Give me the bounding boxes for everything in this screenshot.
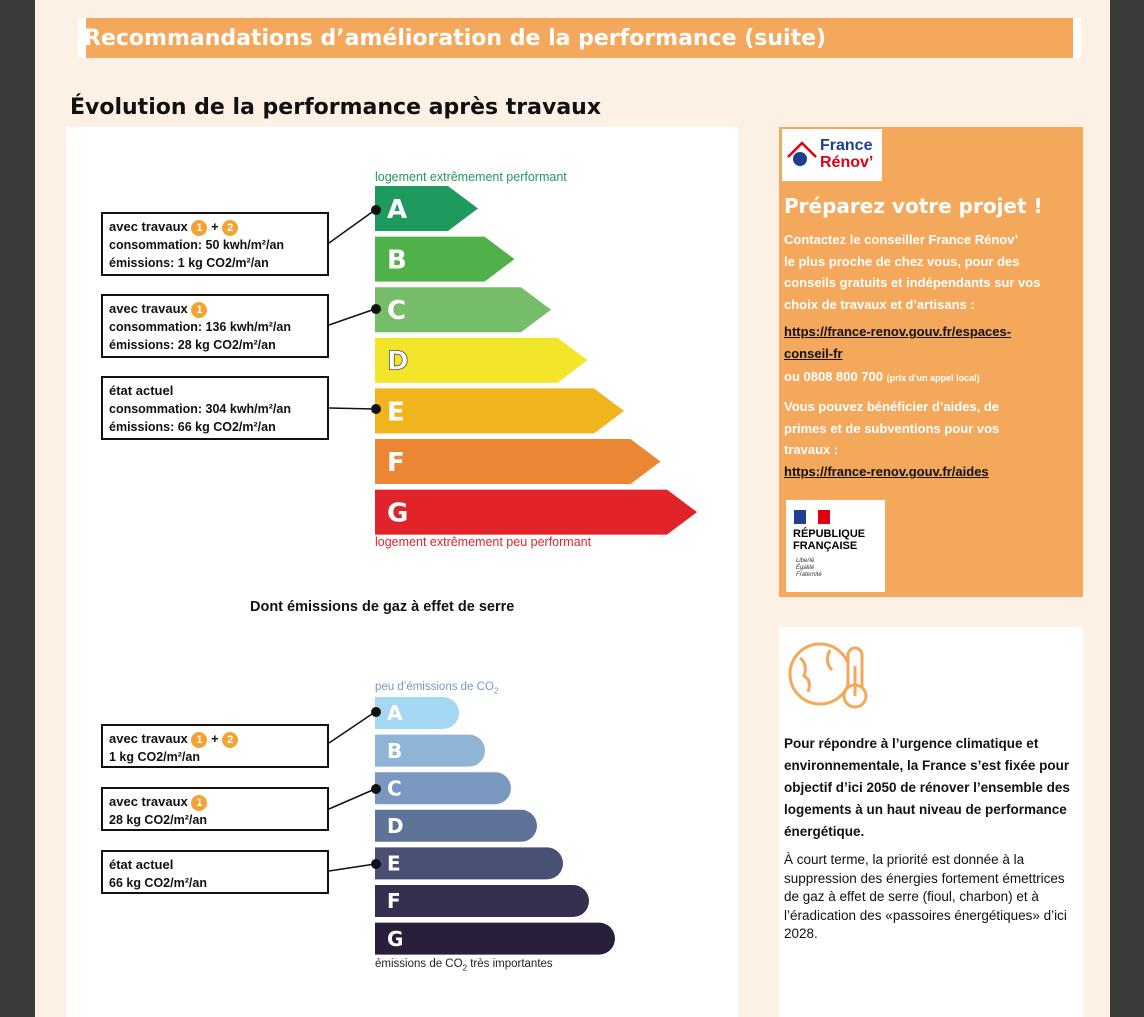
republique-francaise-logo: RÉPUBLIQUE FRANÇAISE Liberté Égalité Fraternité [786,500,885,592]
scenario-title: état actuel [109,857,174,872]
scenario-consumption: consommation: 304 kwh/m²/an [109,402,291,416]
class-letter-f: F [387,447,405,478]
connector-line [329,864,375,871]
section-title: Évolution de la performance après travaux [70,95,602,120]
ges-scenario-box-2 [101,787,329,831]
class-letter-d: D [387,346,409,377]
scenario-title: état actuel [109,383,174,398]
class-letter-c: C [387,296,407,327]
scenario-consumption: consommation: 136 kwh/m²/an [109,320,291,334]
scenario-emissions: émissions: 1 kg CO2/m²/an [109,256,269,270]
class-bar-g [375,490,697,535]
connector-line [329,309,375,325]
class-bar-f [375,885,589,917]
class-letter-e: E [387,851,401,876]
class-bar-f [375,439,661,484]
house-icon [784,135,820,171]
ges-scenario-box-1: avec travaux 1 + 2 1 kg CO2/m²/an [101,724,329,768]
banner-title: Recommandations d’amélioration de la performance (suite) [84,26,827,51]
class-letter-e: E [387,397,405,428]
sidebar-title: Préparez votre projet ! [784,194,1043,218]
connector-dot [371,404,381,414]
scenario-emissions: 28 kg CO2/m²/an [109,813,207,827]
class-bar-e [375,847,563,879]
ges-top-label: peu d’émissions de $CO_2$ [375,681,499,696]
energy-top-label: logement extrêmement performant [375,170,567,184]
connector-line [329,712,375,743]
scenario-title: avec travaux [109,731,188,746]
aids-text: Vous pouvez bénéficier d’aides, de primes et de subventions pour vos travaux : [784,399,1000,457]
espaces-conseil-link[interactable]: https://france-renov.gouv.fr/espaces- conseil-fr [784,324,1012,361]
climate-objective-text: Pour répondre à l’urgence climatique et environnementale, la France s’est fixée pour objectif d’ici 2050 de rénover l’ensemble des logements à un haut niveau de performance énergétique. [784,736,1070,839]
class-letter-g: G [387,498,409,529]
connector-line [329,210,375,243]
class-bar-e [375,388,624,433]
earth-thermometer-icon [786,636,878,712]
marianne-flag-icon [794,510,830,524]
class-letter-b: B [387,245,407,276]
energy-scenario-box-1: avec travaux 1 + 2 consommation: 50 kwh/m²/an émissions: 1 kg CO2/m²/an [101,212,329,276]
marker-1-icon: 1 [191,220,207,236]
scenario-emissions: 1 kg CO2/m²/an [109,750,200,764]
connector-dot [371,205,381,215]
ges-title: Dont émissions de gaz à effet de serre [250,599,515,615]
contact-text: Contactez le conseiller France Rénov’ le plus proche de chez vous, pour des conseils gratuits et indépendants sur vos choix de travaux et d’artisans : [784,232,1041,312]
class-letter-d: D [387,814,404,838]
marker-2-icon: 2 [222,732,238,748]
class-bar-g [375,923,615,955]
marker-1-icon: 1 [191,732,207,748]
connector-line [329,408,375,409]
ges-scenario-box-3 [101,850,329,894]
scenario-emissions: émissions: 28 kg CO2/m²/an [109,338,276,352]
class-letter-a: A [387,194,408,225]
class-letter-b: B [387,738,403,763]
class-letter-g: G [387,926,404,951]
marker-1-icon: 1 [191,795,207,811]
france-renov-logo: France Rénov’ [782,129,882,181]
phone-line: ou 0808 800 700 (prix d’un appel local) [784,369,980,384]
connector-dot [371,707,381,717]
scenario-emissions: émissions: 66 kg CO2/m²/an [109,420,276,434]
connector-line [329,789,375,809]
scenario-emissions: 66 kg CO2/m²/an [109,876,207,890]
class-letter-f: F [387,889,401,914]
connector-dot [371,859,381,869]
scenario-title: avec travaux [109,301,188,316]
marker-1-icon: 1 [191,302,207,318]
marker-2-icon: 2 [222,220,238,236]
scenario-title: avec travaux [109,794,188,809]
scenario-title: avec travaux [109,219,188,234]
connector-dot [371,304,381,314]
class-letter-c: C [387,776,402,801]
ges-bottom-label: émissions de $CO_2$ très importantes [375,958,553,973]
priority-text: À court terme, la priorité est donnée à la suppression des énergies fortement émettrices de gaz à effet de serre (fioul, charbon) et à l’éradication des «passoires énergétiques» d’ici 2028. [784,852,1067,941]
connector-dot [371,784,381,794]
class-letter-a: A [387,701,403,726]
energy-bottom-label: logement extrêmement peu performant [375,535,592,549]
aides-link[interactable]: https://france-renov.gouv.fr/aides [784,464,989,479]
scenario-consumption: consommation: 50 kwh/m²/an [109,238,285,252]
